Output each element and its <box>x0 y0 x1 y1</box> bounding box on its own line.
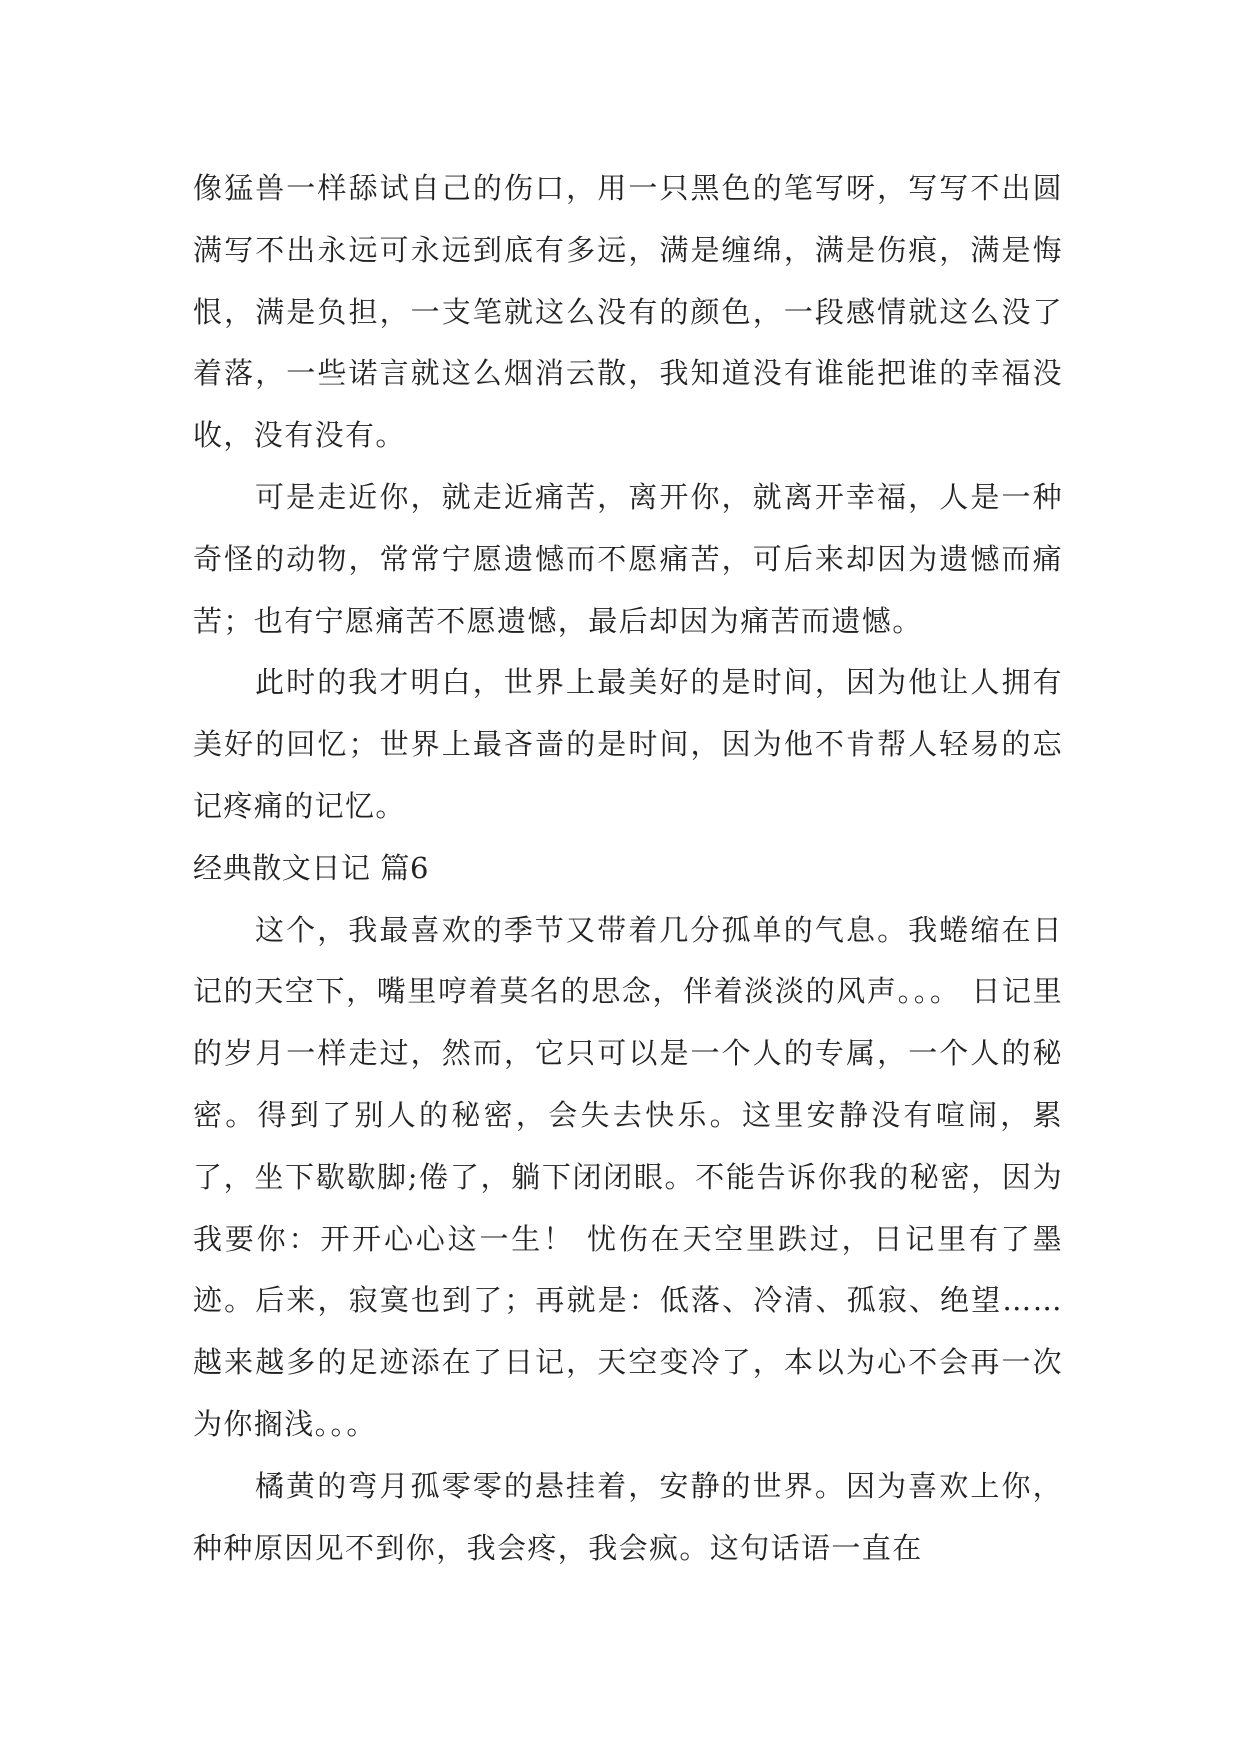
paragraph-1: 像猛兽一样舔试自己的伤口，用一只黑色的笔写呀，写写不出圆满写不出永远可永远到底有多远，满是缠绵，满是伤痕，满是悔恨，满是负担，一支笔就这么没有的颜色，一段感情就这么没了着落，一些诺言就这么烟消云散，我知道没有谁能把谁的幸福没收，没有没有。 <box>193 171 1063 453</box>
section-paragraph-1: 这个，我最喜欢的季节又带着几分孤单的气息。我蜷缩在日记的天空下，嘴里哼着莫名的思念，伴着淡淡的风声。。。 日记里的岁月一样走过，然而，它只可以是一个人的专属，一个人的秘密。得到了别人的秘密，会失去快乐。这里安静没有喧闹，累了，坐下歇歇脚;倦了，躺下闭闭眼。不能告诉你我的秘密，因为我要你：开开心心这一生！ 忧伤在天空里跌过，日记里有了墨迹。后来，寂寞也到了；再就是：低落、冷清、孤寂、绝望……越来越多的足迹添在了日记，天空变冷了，本以为心不会再一次为你搁浅。。。 <box>193 912 1063 1441</box>
section-heading: 经典散文日记 篇6 <box>193 850 430 885</box>
document-page <box>193 158 1063 1579</box>
paragraph-2: 可是走近你，就走近痛苦，离开你，就离开幸福，人是一种奇怪的动物，常常宁愿遗憾而不愿痛苦，可后来却因为遗憾而痛苦；也有宁愿痛苦不愿遗憾，最后却因为痛苦而遗憾。 <box>193 479 1063 638</box>
paragraph-3: 此时的我才明白，世界上最美好的是时间，因为他让人拥有美好的回忆；世界上最吝啬的是时间，因为他不肯帮人轻易的忘记疼痛的记忆。 <box>193 665 1063 823</box>
section-paragraph-2: 橘黄的弯月孤零零的悬挂着，安静的世界。因为喜欢上你，种种原因见不到你，我会疼，我会疯。这句话语一直在 <box>193 1468 1063 1565</box>
